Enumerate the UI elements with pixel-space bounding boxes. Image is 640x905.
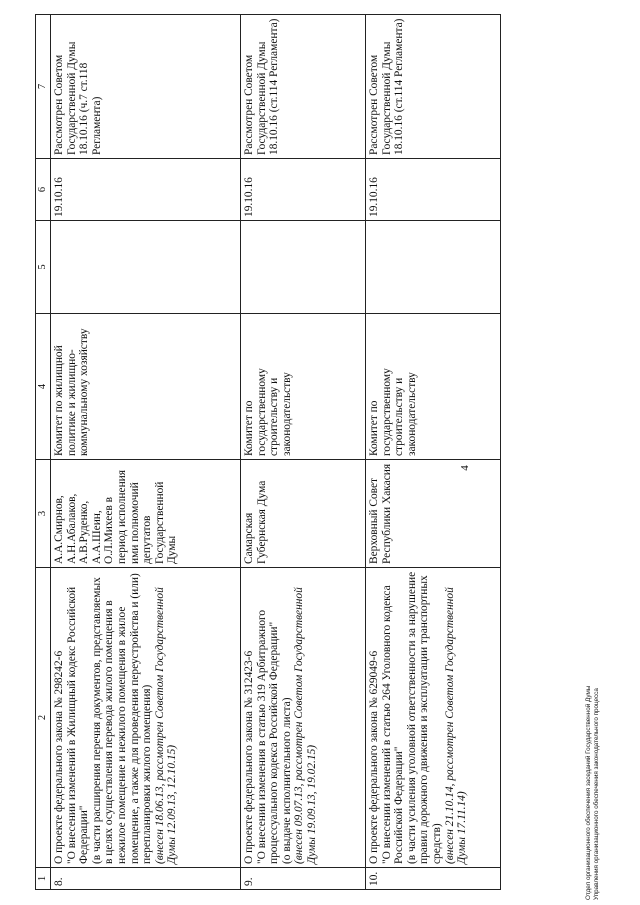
column-header: 1 <box>36 868 51 890</box>
bill-author: А.А.Смирнов, А.Н.Абалаков, А.В.Руденко, А.А.Шеин, О.Л.Михеев в период исполнения ими полномочий депутатов Государственной Думы <box>51 460 241 568</box>
column-header: 2 <box>36 568 51 868</box>
bill-description <box>366 568 501 868</box>
column-header: 4 <box>36 314 51 460</box>
responsible-committee: Комитет по государственному строительству и законодательству <box>241 314 366 460</box>
column-5-cell <box>241 221 366 314</box>
bill-name: "О внесении изменений в Жилищный кодекс Российской Федерации" <box>65 586 91 864</box>
page-number: 4 <box>459 465 471 471</box>
footer-line: Управления организационного обеспечения законодательного процесса <box>593 688 600 900</box>
bill-description <box>51 568 241 868</box>
bill-title: О проекте федерального закона № 312423-6 <box>243 650 255 864</box>
bill-name: "О внесении изменений в статью 264 Уголовного кодекса Российской Федерации" <box>380 585 406 864</box>
column-5-cell <box>366 221 501 314</box>
table-row <box>366 15 501 890</box>
bill-note: (о выдаче исполнительного листа) <box>280 697 293 864</box>
agenda-table-container <box>35 15 630 890</box>
bill-author: Самарская Губернская Дума <box>241 460 366 568</box>
table-row <box>51 15 241 890</box>
row-number: 10. <box>366 868 501 890</box>
bill-history: (внесен 09.07.13, рассмотрен Советом Государственной Думы 19.09.13, 19.02.15) <box>293 587 318 864</box>
review-date: 19.10.16 <box>366 159 501 221</box>
council-decision: Рассмотрен Советом Государственной Думы 18.10.16 (ч.7 ст.118 Регламента) <box>51 15 241 159</box>
review-date: 19.10.16 <box>51 159 241 221</box>
footer <box>585 580 601 900</box>
column-header: 6 <box>36 159 51 221</box>
bill-description <box>241 568 366 868</box>
footer-line: Отдел организационного обеспечения заседаний Государственной Думы <box>585 685 592 900</box>
council-decision: Рассмотрен Советом Государственной Думы 18.10.16 (ст.114 Регламента) <box>241 15 366 159</box>
council-decision: Рассмотрен Советом Государственной Думы 18.10.16 (ст.114 Регламента) <box>366 15 501 159</box>
bill-history: (внесен 18.06.13, рассмотрен Советом Государственной Думы 12.09.13, 12.10.15) <box>153 587 179 864</box>
bill-history: (внесен 21.10.14, рассмотрен Советом Государственной Думы 17.11.14) <box>443 587 469 864</box>
table-row <box>241 15 366 890</box>
review-date: 19.10.16 <box>241 159 366 221</box>
responsible-committee: Комитет по государственному строительству и законодательству <box>366 314 501 460</box>
table-header-row <box>36 15 51 890</box>
row-number: 9. <box>241 868 366 890</box>
row-number: 8. <box>51 868 241 890</box>
bill-note: (в части расширения перечня документов, представляемых в целях осуществления перевода жилого помещения в нежилое помещение и нежилого помещения в жилое помещение, а также для проведения переустройства и (или) перепланировки жилого помещения) <box>90 573 154 864</box>
agenda-table <box>35 14 501 890</box>
column-header: 7 <box>36 15 51 159</box>
column-5-cell <box>51 221 241 314</box>
responsible-committee: Комитет по жилищной политике и жилищно-коммунальному хозяйству <box>51 314 241 460</box>
column-header: 3 <box>36 460 51 568</box>
bill-author: Верховный Совет Республики Хакасия <box>366 460 501 568</box>
bill-note: (в части усиления уголовной ответственности за нарушение правил дорожного движения и эксплуатации транспортных средств) <box>405 571 443 864</box>
column-header: 5 <box>36 221 51 314</box>
bill-title: О проекте федерального закона № 298242-6 <box>53 650 65 864</box>
bill-title: О проекте федерального закона № 629049-6 <box>368 650 380 864</box>
bill-name: "О внесении изменения в статью 319 Арбитражного процессуального кодекса Российской Федерации" <box>255 609 281 864</box>
